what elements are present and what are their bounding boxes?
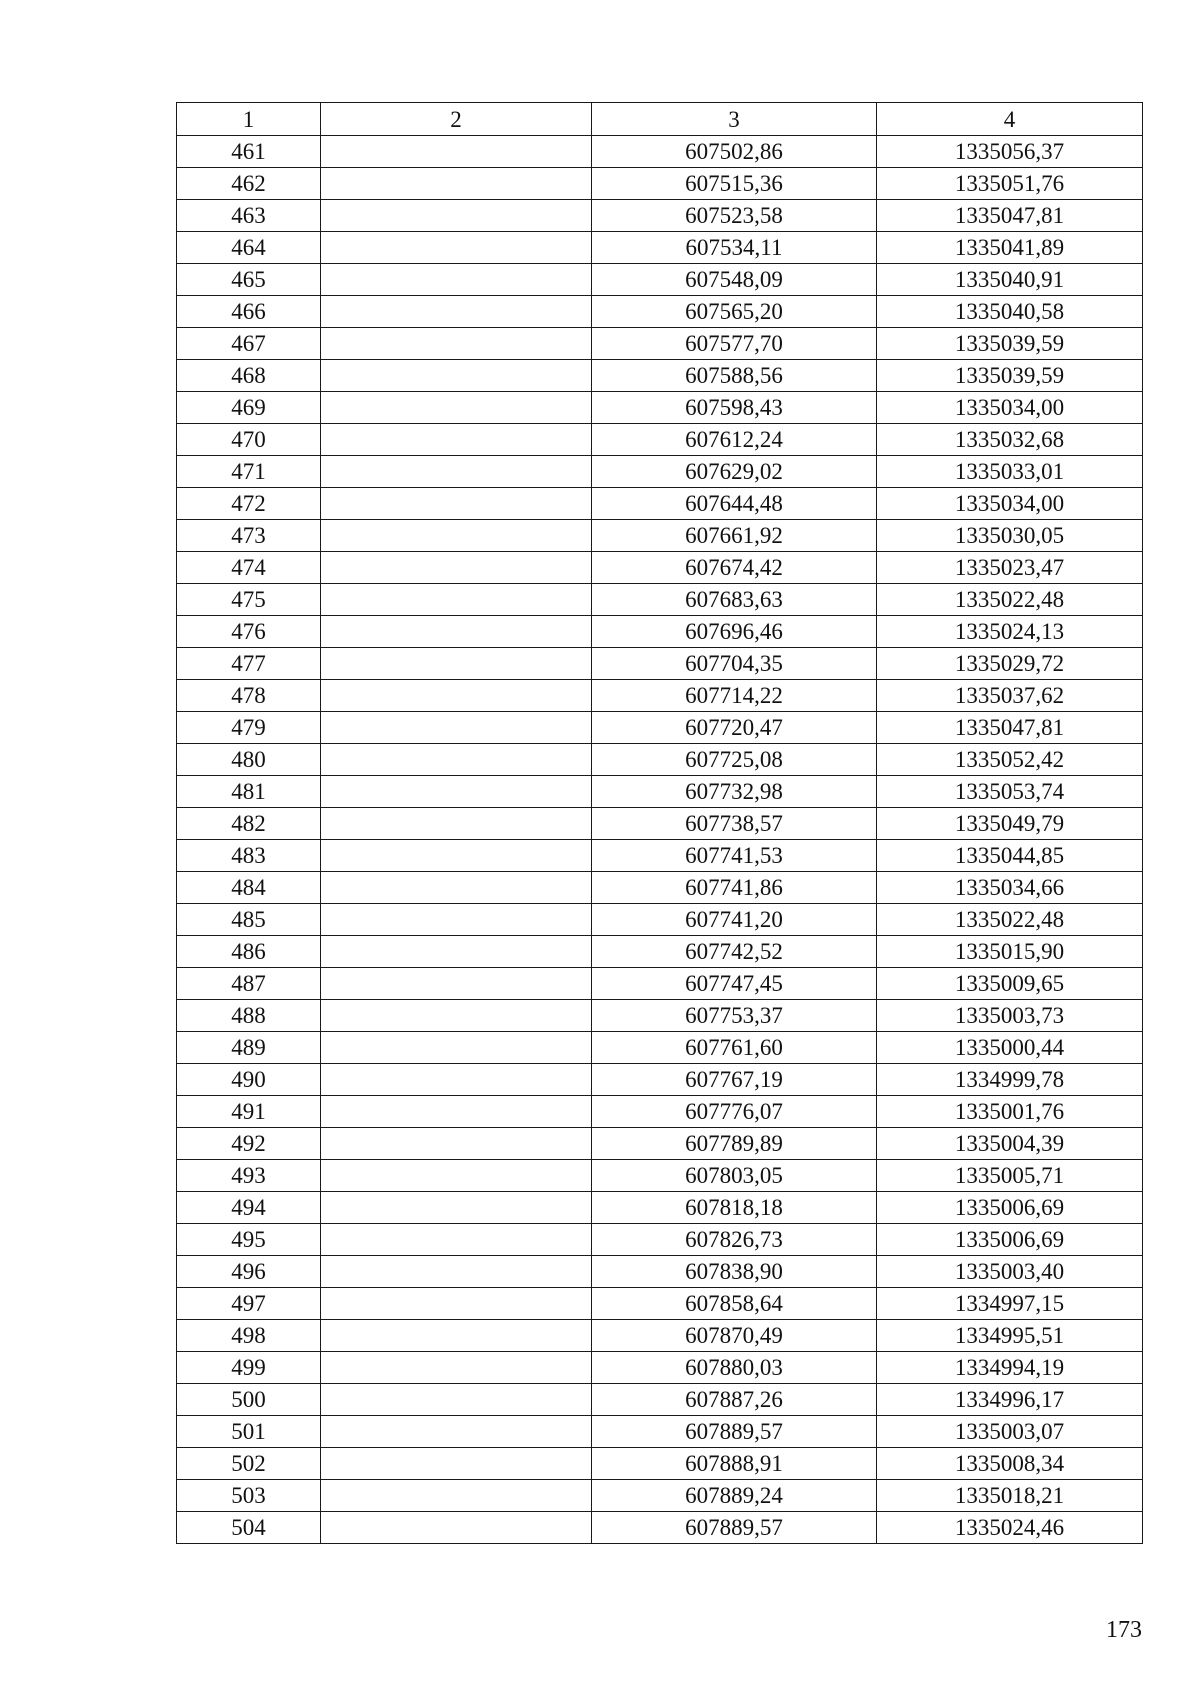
table-row — [177, 1480, 1143, 1512]
table-cell-col-3: 607747,45 — [592, 968, 877, 1000]
table-row — [177, 1128, 1143, 1160]
table-cell-col-3: 607761,60 — [592, 1032, 877, 1064]
table-cell-col-2 — [321, 488, 592, 520]
table-row — [177, 1320, 1143, 1352]
table-cell-col-4: 1335047,81 — [877, 200, 1143, 232]
table-cell-col-1: 470 — [177, 424, 321, 456]
table-row — [177, 136, 1143, 168]
table-cell-col-1: 498 — [177, 1320, 321, 1352]
table-cell-col-2 — [321, 136, 592, 168]
table-cell-col-3: 607753,37 — [592, 1000, 877, 1032]
table-cell-col-4: 1335056,37 — [877, 136, 1143, 168]
table-cell-col-2 — [321, 1448, 592, 1480]
table-cell-col-2 — [321, 1288, 592, 1320]
table-cell-col-2 — [321, 392, 592, 424]
table-row — [177, 264, 1143, 296]
table-row — [177, 168, 1143, 200]
table-cell-col-4: 1335044,85 — [877, 840, 1143, 872]
table-cell-col-3: 607714,22 — [592, 680, 877, 712]
table-cell-col-1: 467 — [177, 328, 321, 360]
table-cell-col-4: 1335047,81 — [877, 712, 1143, 744]
table-row — [177, 1000, 1143, 1032]
table-cell-col-1: 464 — [177, 232, 321, 264]
table-header-row — [177, 103, 1143, 136]
table-cell-col-4: 1335034,66 — [877, 872, 1143, 904]
table-row — [177, 232, 1143, 264]
table-cell-col-3: 607741,20 — [592, 904, 877, 936]
table-cell-col-3: 607704,35 — [592, 648, 877, 680]
table-cell-col-1: 471 — [177, 456, 321, 488]
table-row — [177, 680, 1143, 712]
table-cell-col-1: 490 — [177, 1064, 321, 1096]
table-cell-col-2 — [321, 1352, 592, 1384]
table-cell-col-3: 607880,03 — [592, 1352, 877, 1384]
table-cell-col-2 — [321, 744, 592, 776]
table-cell-col-2 — [321, 712, 592, 744]
table-cell-col-1: 501 — [177, 1416, 321, 1448]
table-cell-col-1: 474 — [177, 552, 321, 584]
coordinates-table — [176, 102, 1143, 1544]
table-cell-col-1: 461 — [177, 136, 321, 168]
table-cell-col-2 — [321, 424, 592, 456]
table-cell-col-4: 1335004,39 — [877, 1128, 1143, 1160]
table-row — [177, 296, 1143, 328]
table-cell-col-1: 481 — [177, 776, 321, 808]
table-cell-col-1: 476 — [177, 616, 321, 648]
table-cell-col-4: 1335008,34 — [877, 1448, 1143, 1480]
table-cell-col-2 — [321, 872, 592, 904]
table-cell-col-4: 1335032,68 — [877, 424, 1143, 456]
table-row — [177, 1352, 1143, 1384]
table-cell-col-2 — [321, 1064, 592, 1096]
table-row — [177, 1032, 1143, 1064]
table-row — [177, 776, 1143, 808]
table-cell-col-3: 607588,56 — [592, 360, 877, 392]
table-cell-col-4: 1334997,15 — [877, 1288, 1143, 1320]
table-row — [177, 584, 1143, 616]
table-cell-col-1: 466 — [177, 296, 321, 328]
table-cell-col-2 — [321, 1096, 592, 1128]
table-row — [177, 1064, 1143, 1096]
table-cell-col-1: 500 — [177, 1384, 321, 1416]
table-cell-col-4: 1335053,74 — [877, 776, 1143, 808]
table-cell-col-3: 607738,57 — [592, 808, 877, 840]
table-cell-col-3: 607818,18 — [592, 1192, 877, 1224]
table-row — [177, 456, 1143, 488]
table-cell-col-4: 1335009,65 — [877, 968, 1143, 1000]
table-cell-col-2 — [321, 1256, 592, 1288]
table-cell-col-2 — [321, 1512, 592, 1544]
table-cell-col-1: 493 — [177, 1160, 321, 1192]
table-cell-col-2 — [321, 1320, 592, 1352]
table-cell-col-2 — [321, 584, 592, 616]
table-cell-col-3: 607887,26 — [592, 1384, 877, 1416]
table-cell-col-3: 607674,42 — [592, 552, 877, 584]
table-cell-col-3: 607534,11 — [592, 232, 877, 264]
table-cell-col-2 — [321, 1032, 592, 1064]
table-cell-col-1: 469 — [177, 392, 321, 424]
table-cell-col-3: 607515,36 — [592, 168, 877, 200]
table-row — [177, 968, 1143, 1000]
table-cell-col-1: 497 — [177, 1288, 321, 1320]
table-cell-col-1: 463 — [177, 200, 321, 232]
table-cell-col-1: 495 — [177, 1224, 321, 1256]
table-cell-col-4: 1334999,78 — [877, 1064, 1143, 1096]
table-cell-col-1: 482 — [177, 808, 321, 840]
table-cell-col-3: 607741,86 — [592, 872, 877, 904]
table-cell-col-4: 1335024,13 — [877, 616, 1143, 648]
table-cell-col-1: 499 — [177, 1352, 321, 1384]
table-cell-col-4: 1335022,48 — [877, 584, 1143, 616]
table-row — [177, 1448, 1143, 1480]
table-row — [177, 1224, 1143, 1256]
table-cell-col-2 — [321, 1000, 592, 1032]
table-cell-col-4: 1335041,89 — [877, 232, 1143, 264]
table-cell-col-3: 607720,47 — [592, 712, 877, 744]
table-cell-col-1: 465 — [177, 264, 321, 296]
table-cell-col-1: 492 — [177, 1128, 321, 1160]
table-cell-col-2 — [321, 1384, 592, 1416]
table-cell-col-3: 607888,91 — [592, 1448, 877, 1480]
table-row — [177, 744, 1143, 776]
table-cell-col-2 — [321, 360, 592, 392]
table-cell-col-2 — [321, 648, 592, 680]
table-row — [177, 840, 1143, 872]
table-cell-col-4: 1335040,91 — [877, 264, 1143, 296]
table-cell-col-4: 1335003,40 — [877, 1256, 1143, 1288]
table-cell-col-2 — [321, 1192, 592, 1224]
table-row — [177, 424, 1143, 456]
table-cell-col-1: 479 — [177, 712, 321, 744]
table-cell-col-4: 1335000,44 — [877, 1032, 1143, 1064]
table-cell-col-1: 480 — [177, 744, 321, 776]
table-cell-col-4: 1335015,90 — [877, 936, 1143, 968]
table-cell-col-2 — [321, 1128, 592, 1160]
table-cell-col-1: 468 — [177, 360, 321, 392]
table-cell-col-3: 607577,70 — [592, 328, 877, 360]
table-cell-col-1: 475 — [177, 584, 321, 616]
table-cell-col-3: 607741,53 — [592, 840, 877, 872]
table-row — [177, 520, 1143, 552]
table-cell-col-1: 484 — [177, 872, 321, 904]
table-cell-col-4: 1335022,48 — [877, 904, 1143, 936]
table-cell-col-4: 1335005,71 — [877, 1160, 1143, 1192]
table-cell-col-4: 1335030,05 — [877, 520, 1143, 552]
table-cell-col-1: 491 — [177, 1096, 321, 1128]
table-row — [177, 1384, 1143, 1416]
table-cell-col-1: 477 — [177, 648, 321, 680]
table-cell-col-2 — [321, 616, 592, 648]
table-cell-col-3: 607838,90 — [592, 1256, 877, 1288]
table-cell-col-1: 462 — [177, 168, 321, 200]
table-cell-col-3: 607661,92 — [592, 520, 877, 552]
table-cell-col-2 — [321, 456, 592, 488]
table-row — [177, 1512, 1143, 1544]
table-cell-col-4: 1335033,01 — [877, 456, 1143, 488]
table-row — [177, 1288, 1143, 1320]
table-cell-col-4: 1335003,73 — [877, 1000, 1143, 1032]
page-number: 173 — [1106, 1617, 1142, 1643]
table-cell-col-2 — [321, 200, 592, 232]
table-cell-col-4: 1335052,42 — [877, 744, 1143, 776]
table-cell-col-4: 1335029,72 — [877, 648, 1143, 680]
table-cell-col-3: 607870,49 — [592, 1320, 877, 1352]
table-cell-col-2 — [321, 168, 592, 200]
table-cell-col-3: 607612,24 — [592, 424, 877, 456]
table-row — [177, 808, 1143, 840]
table-cell-col-4: 1335040,58 — [877, 296, 1143, 328]
table-cell-col-4: 1335051,76 — [877, 168, 1143, 200]
table-row — [177, 552, 1143, 584]
table-row — [177, 1416, 1143, 1448]
table-cell-col-3: 607767,19 — [592, 1064, 877, 1096]
table-cell-col-3: 607858,64 — [592, 1288, 877, 1320]
table-body — [177, 136, 1143, 1544]
table-cell-col-4: 1334996,17 — [877, 1384, 1143, 1416]
table-row — [177, 1160, 1143, 1192]
table-cell-col-4: 1335039,59 — [877, 360, 1143, 392]
table-row — [177, 360, 1143, 392]
table-cell-col-1: 489 — [177, 1032, 321, 1064]
table-cell-col-1: 504 — [177, 1512, 321, 1544]
table-row — [177, 904, 1143, 936]
table-cell-col-4: 1335023,47 — [877, 552, 1143, 584]
table-cell-col-2 — [321, 232, 592, 264]
table-row — [177, 936, 1143, 968]
table-cell-col-2 — [321, 1416, 592, 1448]
column-header-2: 2 — [321, 103, 592, 136]
table-cell-col-3: 607683,63 — [592, 584, 877, 616]
table-cell-col-3: 607565,20 — [592, 296, 877, 328]
table-cell-col-2 — [321, 1224, 592, 1256]
table-cell-col-1: 487 — [177, 968, 321, 1000]
table-cell-col-2 — [321, 520, 592, 552]
table-cell-col-4: 1335001,76 — [877, 1096, 1143, 1128]
table-row — [177, 872, 1143, 904]
table-cell-col-1: 478 — [177, 680, 321, 712]
table-cell-col-3: 607776,07 — [592, 1096, 877, 1128]
table-cell-col-3: 607826,73 — [592, 1224, 877, 1256]
table-cell-col-4: 1335006,69 — [877, 1192, 1143, 1224]
table-cell-col-2 — [321, 680, 592, 712]
column-header-1: 1 — [177, 103, 321, 136]
table-cell-col-3: 607523,58 — [592, 200, 877, 232]
table-cell-col-3: 607644,48 — [592, 488, 877, 520]
table-cell-col-2 — [321, 1480, 592, 1512]
table-cell-col-3: 607889,24 — [592, 1480, 877, 1512]
table-cell-col-2 — [321, 552, 592, 584]
table-cell-col-3: 607889,57 — [592, 1512, 877, 1544]
table-cell-col-3: 607548,09 — [592, 264, 877, 296]
table-cell-col-4: 1335034,00 — [877, 488, 1143, 520]
table-cell-col-2 — [321, 840, 592, 872]
table-cell-col-3: 607696,46 — [592, 616, 877, 648]
table-cell-col-1: 502 — [177, 1448, 321, 1480]
table-cell-col-1: 503 — [177, 1480, 321, 1512]
table-row — [177, 392, 1143, 424]
table-cell-col-3: 607725,08 — [592, 744, 877, 776]
table-cell-col-1: 486 — [177, 936, 321, 968]
table-cell-col-3: 607598,43 — [592, 392, 877, 424]
column-header-3: 3 — [592, 103, 877, 136]
table-cell-col-4: 1335039,59 — [877, 328, 1143, 360]
table-cell-col-4: 1335037,62 — [877, 680, 1143, 712]
table-cell-col-3: 607789,89 — [592, 1128, 877, 1160]
table-cell-col-3: 607803,05 — [592, 1160, 877, 1192]
table-cell-col-4: 1335049,79 — [877, 808, 1143, 840]
table-cell-col-3: 607742,52 — [592, 936, 877, 968]
table-cell-col-2 — [321, 296, 592, 328]
table-cell-col-4: 1335024,46 — [877, 1512, 1143, 1544]
table-cell-col-2 — [321, 968, 592, 1000]
table-cell-col-4: 1335034,00 — [877, 392, 1143, 424]
table-cell-col-4: 1334995,51 — [877, 1320, 1143, 1352]
table-cell-col-2 — [321, 776, 592, 808]
table-cell-col-2 — [321, 936, 592, 968]
table-cell-col-2 — [321, 328, 592, 360]
table-row — [177, 1192, 1143, 1224]
table-row — [177, 648, 1143, 680]
table-cell-col-3: 607629,02 — [592, 456, 877, 488]
table-row — [177, 488, 1143, 520]
table-row — [177, 712, 1143, 744]
table-cell-col-1: 488 — [177, 1000, 321, 1032]
table-cell-col-1: 494 — [177, 1192, 321, 1224]
table-cell-col-1: 485 — [177, 904, 321, 936]
table-row — [177, 328, 1143, 360]
table-cell-col-4: 1335003,07 — [877, 1416, 1143, 1448]
table-row — [177, 616, 1143, 648]
table-cell-col-4: 1335018,21 — [877, 1480, 1143, 1512]
table-row — [177, 1096, 1143, 1128]
table-cell-col-3: 607502,86 — [592, 136, 877, 168]
table-cell-col-4: 1335006,69 — [877, 1224, 1143, 1256]
table-cell-col-4: 1334994,19 — [877, 1352, 1143, 1384]
table-cell-col-1: 496 — [177, 1256, 321, 1288]
table-cell-col-2 — [321, 1160, 592, 1192]
table-cell-col-1: 472 — [177, 488, 321, 520]
table-cell-col-1: 483 — [177, 840, 321, 872]
table-row — [177, 200, 1143, 232]
table-cell-col-3: 607889,57 — [592, 1416, 877, 1448]
table-cell-col-2 — [321, 264, 592, 296]
table-cell-col-3: 607732,98 — [592, 776, 877, 808]
table-cell-col-2 — [321, 904, 592, 936]
table-cell-col-1: 473 — [177, 520, 321, 552]
table-cell-col-2 — [321, 808, 592, 840]
table-row — [177, 1256, 1143, 1288]
column-header-4: 4 — [877, 103, 1143, 136]
